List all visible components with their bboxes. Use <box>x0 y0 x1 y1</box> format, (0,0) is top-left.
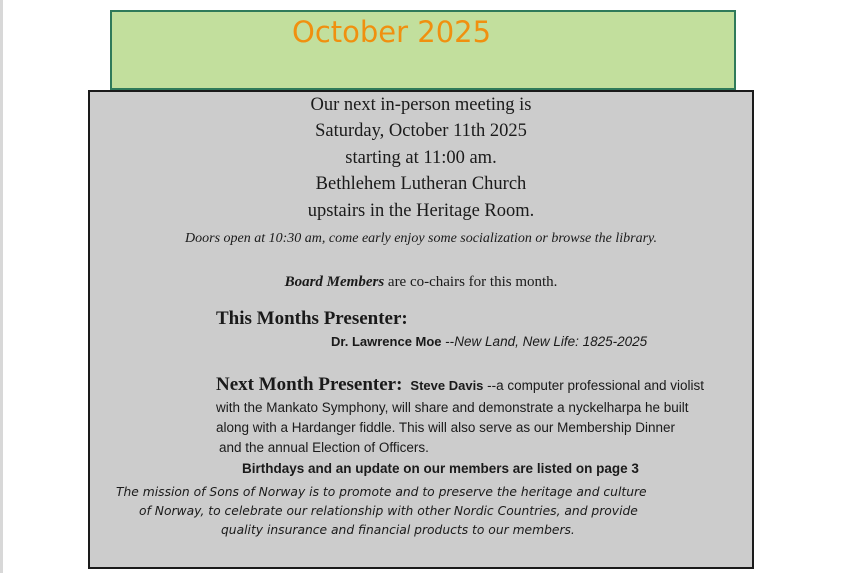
meeting-line-intro: Our next in-person meeting is <box>310 95 532 115</box>
meeting-room: upstairs in the Heritage Room. <box>307 201 535 221</box>
month-header-banner <box>110 10 736 90</box>
mission-line-3: quality insurance and financial products to our members. <box>221 523 575 537</box>
month-title: October 2025 <box>292 15 492 49</box>
page-left-edge <box>0 0 3 573</box>
board-members-note <box>90 273 752 291</box>
board-members-label: Board Members <box>284 274 385 290</box>
next-month-description-1: --a computer professional and violist <box>483 378 705 393</box>
this-month-talk-title: New Land, New Life: 1825-2025 <box>454 334 648 349</box>
meeting-venue: Bethlehem Lutheran Church <box>315 174 527 194</box>
meeting-time: starting at 11:00 am. <box>345 148 497 168</box>
mission-line-2: of Norway, to celebrate our relationship with other Nordic Countries, and provide <box>139 504 638 518</box>
next-month-description-4: and the annual Election of Officers. <box>219 440 429 455</box>
birthdays-note: Birthdays and an update on our members are listed on page 3 <box>242 461 639 476</box>
next-month-presenter-line <box>216 374 704 396</box>
this-month-separator: -- <box>441 334 455 349</box>
next-month-description-2: with the Mankato Symphony, will share and demonstrate a nyckelharpa he built <box>216 400 689 415</box>
next-month-description-3: along with a Hardanger fiddle. This will also serve as our Membership Dinner <box>216 420 675 435</box>
doors-open-note: Doors open at 10:30 am, come early enjoy some socialization or browse the library. <box>185 231 657 246</box>
mission-line-1: The mission of Sons of Norway is to promote and to preserve the heritage and culture <box>116 485 647 499</box>
meeting-date: Saturday, October 11th 2025 <box>315 121 527 141</box>
next-month-presenter-name: Steve Davis <box>410 378 484 393</box>
meeting-info-panel <box>88 90 754 569</box>
this-month-presenter-name: Dr. Lawrence Moe <box>331 334 442 349</box>
this-month-presenter-details <box>331 332 647 351</box>
this-month-presenter-heading: This Months Presenter: <box>216 308 408 329</box>
board-members-text: are co-chairs for this month. <box>384 274 558 290</box>
next-month-presenter-heading: Next Month Presenter: <box>216 374 403 395</box>
